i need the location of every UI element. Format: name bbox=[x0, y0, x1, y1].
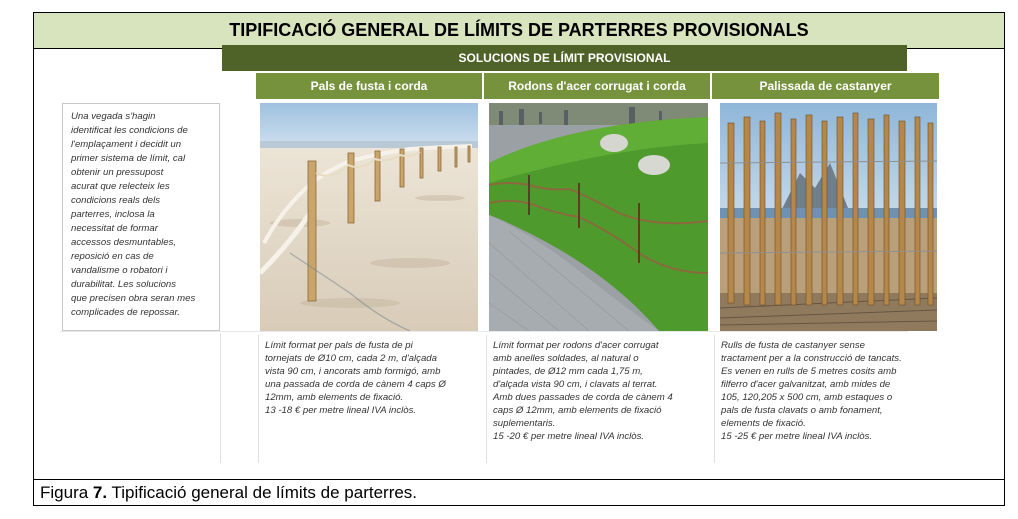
intro-line: reposició en cas de bbox=[71, 251, 154, 262]
description-line: vista 90 cm, i ancorats amb formigó, amb bbox=[265, 366, 441, 377]
description-line: 13 -18 € per metre lineal IVA inclòs. bbox=[265, 405, 417, 416]
description-line: tornejats de Ø10 cm, cada 2 m, d'alçada bbox=[265, 353, 437, 364]
figure-title: TIPIFICACIÓ GENERAL DE LÍMITS DE PARTERRES PROVISIONALS bbox=[34, 13, 1004, 49]
caption-number: 7. bbox=[92, 482, 108, 502]
intro-line: que precisen obra seran mes bbox=[71, 293, 196, 304]
description-line: Es venen en rulls de 5 metres cosits amb bbox=[721, 366, 897, 377]
description-line: tractament per a la construcció de tancats. bbox=[721, 353, 902, 364]
solutions-header: SOLUCIONS DE LÍMIT PROVISIONAL bbox=[222, 45, 907, 71]
intro-line: identificat les condicions de bbox=[71, 125, 188, 136]
description-chestnut-palisade bbox=[714, 335, 938, 463]
intro-line: acurat que relecteix les bbox=[71, 181, 170, 192]
description-line: Límit format per rodons d'acer corrugat bbox=[493, 340, 659, 351]
photo-wood-posts-rope bbox=[260, 103, 478, 331]
intro-line: vandalisme o robatori i bbox=[71, 265, 168, 276]
caption-text: Tipificació general de límits de parterres. bbox=[107, 482, 418, 502]
description-line: 105, 120,205 x 500 cm, amb estaques o bbox=[721, 392, 893, 403]
photo-steel-rods-rope bbox=[489, 103, 708, 331]
intro-line: complicades de repossar. bbox=[71, 307, 180, 318]
column-header-steel-rods: Rodons d'acer corrugat i corda bbox=[484, 73, 710, 99]
intro-line: parterres, inclosa la bbox=[71, 209, 155, 220]
description-line: elements de fixació. bbox=[721, 418, 806, 429]
intro-line: obtenir un pressupost bbox=[71, 167, 164, 178]
table-rule bbox=[220, 333, 221, 463]
description-line: pals de fusta clavats o amb fonament, bbox=[721, 405, 883, 416]
description-line: d'alçada vista 90 cm, i clavats al terrat. bbox=[493, 379, 658, 390]
caption-prefix: Figura bbox=[40, 482, 93, 502]
column-header-chestnut-palisade: Palissada de castanyer bbox=[712, 73, 939, 99]
intro-line: necessitat de formar bbox=[71, 223, 158, 234]
intro-text-box bbox=[62, 103, 220, 331]
description-line: pintades, de Ø12 mm cada 1,75 m, bbox=[493, 366, 643, 377]
intro-line: primer sistema de límit, cal bbox=[71, 153, 186, 164]
description-line: Límit format per pals de fusta de pi bbox=[265, 340, 413, 351]
photo-chestnut-palisade bbox=[720, 103, 937, 331]
table-rule bbox=[60, 331, 908, 332]
intro-line: accessos desmuntables, bbox=[71, 237, 177, 248]
description-line: suplementaris. bbox=[493, 418, 556, 429]
description-line: 15 -20 € per metre lineal IVA inclòs. bbox=[493, 431, 645, 442]
description-line: 12mm, amb elements de fixació. bbox=[265, 392, 404, 403]
description-line: Amb dues passades de corda de cànem 4 bbox=[493, 392, 673, 403]
figure-caption bbox=[34, 479, 1004, 505]
description-line: una passada de corda de cànem 4 caps Ø bbox=[265, 379, 446, 390]
intro-line: l'emplaçament i decidit un bbox=[71, 139, 182, 150]
description-line: 15 -25 € per metre lineal IVA inclòs. bbox=[721, 431, 873, 442]
description-line: caps Ø 12mm, amb elements de fixació bbox=[493, 405, 662, 416]
description-steel-rods bbox=[486, 335, 710, 463]
description-line: filferro d'acer galvanitzat, amb mides de bbox=[721, 379, 891, 390]
column-header-wood-posts: Pals de fusta i corda bbox=[256, 73, 482, 99]
description-line: Rulls de fusta de castanyer sense bbox=[721, 340, 865, 351]
intro-line: Una vegada s'hagin bbox=[71, 111, 156, 122]
intro-line: condicions reals dels bbox=[71, 195, 161, 206]
description-wood-posts bbox=[258, 335, 482, 463]
intro-line: durabilitat. Les solucions bbox=[71, 279, 177, 290]
description-line: amb anelles soldades, al natural o bbox=[493, 353, 639, 364]
